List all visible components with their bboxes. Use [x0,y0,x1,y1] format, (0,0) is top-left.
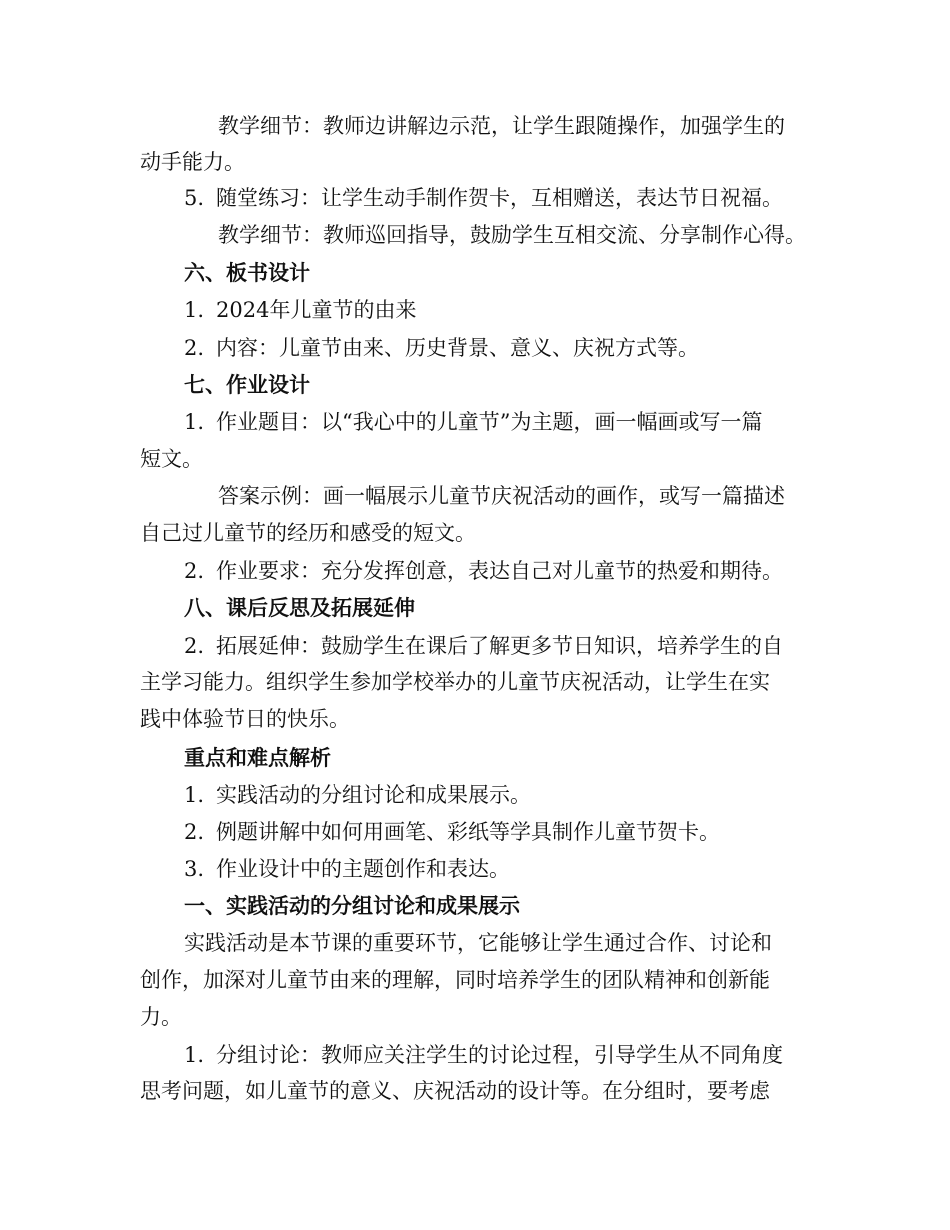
paragraph-line: 教学细节：教师边讲解边示范，让学生跟随操作，加强学生的 [218,114,785,138]
paragraph-line: 教学细节：教师巡回指导，鼓励学生互相交流、分享制作心得。 [218,223,806,247]
paragraph-line: 创作，加深对儿童节由来的理解，同时培养学生的团队精神和创新能 [140,968,770,992]
list-item: 3. 作业设计中的主题创作和表达。 [184,857,510,881]
section-heading: 七、作业设计 [184,372,310,397]
list-item: 5. 随堂练习：让学生动手制作贺卡，互相赠送，表达节日祝福。 [184,186,783,210]
paragraph-line: 主学习能力。组织学生参加学校举办的儿童节庆祝活动，让学生在实 [140,670,770,694]
paragraph-line: 思考问题，如儿童节的意义、庆祝活动的设计等。在分组时，要考虑 [140,1079,770,1103]
list-item: 1. 2024年儿童节的由来 [184,298,417,322]
section-heading: 六、板书设计 [184,260,310,285]
section-heading: 八、课后反思及拓展延伸 [184,595,415,620]
paragraph-line: 动手能力。 [140,150,245,174]
paragraph-line: 短文。 [140,447,203,471]
paragraph-line: 力。 [140,1005,182,1029]
section-heading: 一、实践活动的分组讨论和成果展示 [184,893,520,918]
list-item: 2. 拓展延伸：鼓励学生在课后了解更多节日知识，培养学生的自 [184,634,783,658]
paragraph-line: 答案示例：画一幅展示儿童节庆祝活动的画作，或写一篇描述 [218,484,785,508]
list-item: 1. 分组讨论：教师应关注学生的讨论过程，引导学生从不同角度 [184,1043,783,1067]
list-item: 2. 作业要求：充分发挥创意，表达自己对儿童节的热爱和期待。 [184,559,783,583]
list-item: 2. 内容：儿童节由来、历史背景、意义、庆祝方式等。 [184,336,699,360]
paragraph-line: 实践活动是本节课的重要环节，它能够让学生通过合作、讨论和 [184,931,772,955]
list-item: 1. 作业题目：以“我心中的儿童节”为主题，画一幅画或写一篇 [184,410,763,434]
section-heading: 重点和难点解析 [184,745,331,770]
list-item: 2. 例题讲解中如何用画笔、彩纸等学具制作儿童节贺卡。 [184,820,720,844]
list-item: 1. 实践活动的分组讨论和成果展示。 [184,783,531,807]
paragraph-line: 践中体验节日的快乐。 [140,707,350,731]
paragraph-line: 自己过儿童节的经历和感受的短文。 [140,521,476,545]
